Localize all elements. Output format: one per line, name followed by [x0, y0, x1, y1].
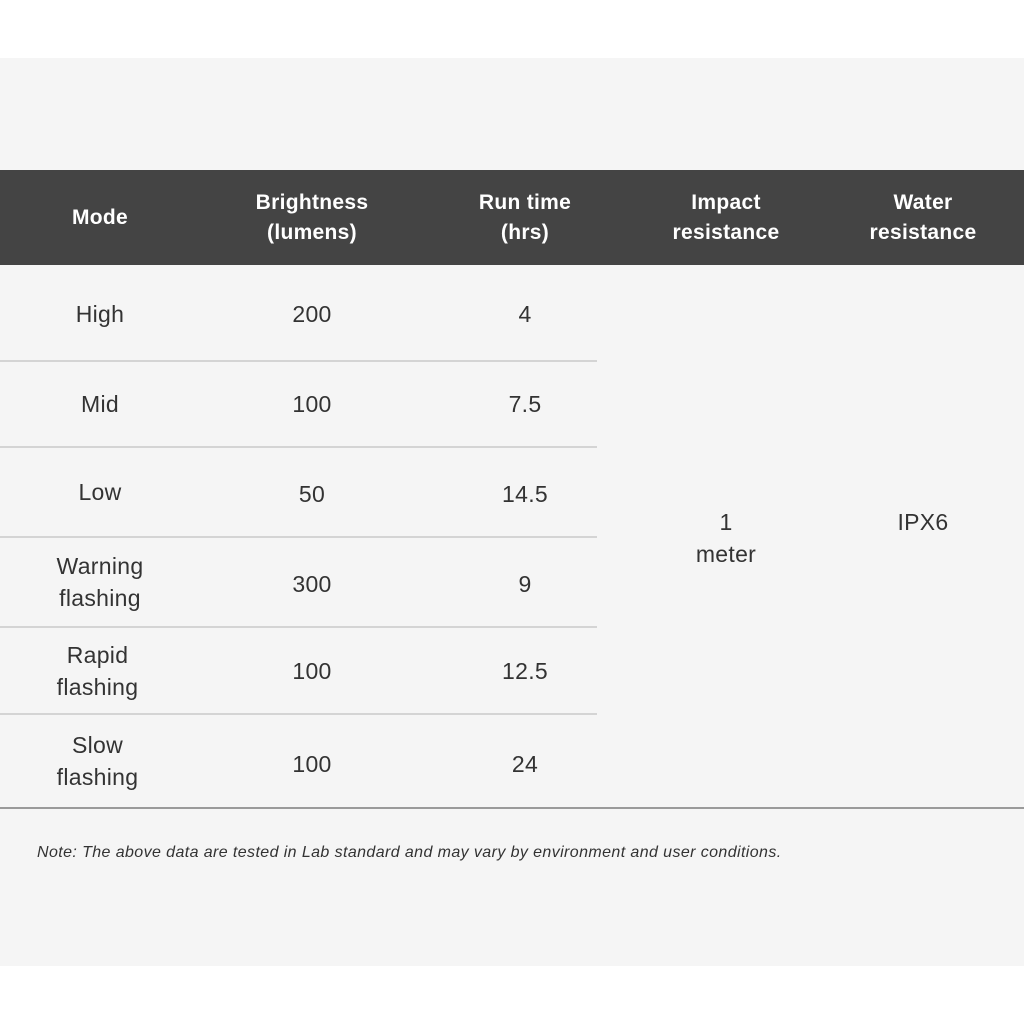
- water-resistance-value: IPX6: [897, 509, 949, 535]
- header-impact-resistance: Impact resistance: [672, 190, 780, 244]
- row-mode: Mid: [81, 391, 119, 417]
- row-runtime: 9: [518, 571, 532, 597]
- footnote: Note: The above data are tested in Lab standard and may vary by environment and user conditions.: [37, 844, 782, 861]
- row-brightness: 100: [292, 751, 332, 777]
- row-runtime: 7.5: [508, 391, 542, 417]
- row-runtime: 12.5: [502, 658, 548, 684]
- row-runtime: 14.5: [502, 481, 548, 507]
- row-brightness: 300: [292, 571, 332, 597]
- row-mode: Slow flashing: [56, 732, 139, 790]
- header-runtime: Run time (hrs): [478, 190, 572, 244]
- row-mode: Warning flashing: [56, 553, 144, 611]
- row-brightness: 200: [292, 301, 332, 327]
- row-runtime: 24: [511, 751, 539, 777]
- row-brightness: 100: [292, 658, 332, 684]
- row-runtime: 4: [518, 301, 532, 327]
- table-bottom-border: [0, 807, 1024, 809]
- row-mode: Rapid flashing: [56, 642, 139, 700]
- row-brightness: 50: [298, 481, 326, 507]
- header-water-resistance: Water resistance: [869, 190, 977, 244]
- header-brightness: Brightness (lumens): [255, 190, 369, 244]
- header-mode: Mode: [71, 205, 129, 229]
- row-mode: High: [75, 301, 125, 327]
- row-brightness: 100: [292, 391, 332, 417]
- row-mode: Low: [78, 479, 122, 505]
- impact-resistance-value: 1 meter: [695, 508, 757, 567]
